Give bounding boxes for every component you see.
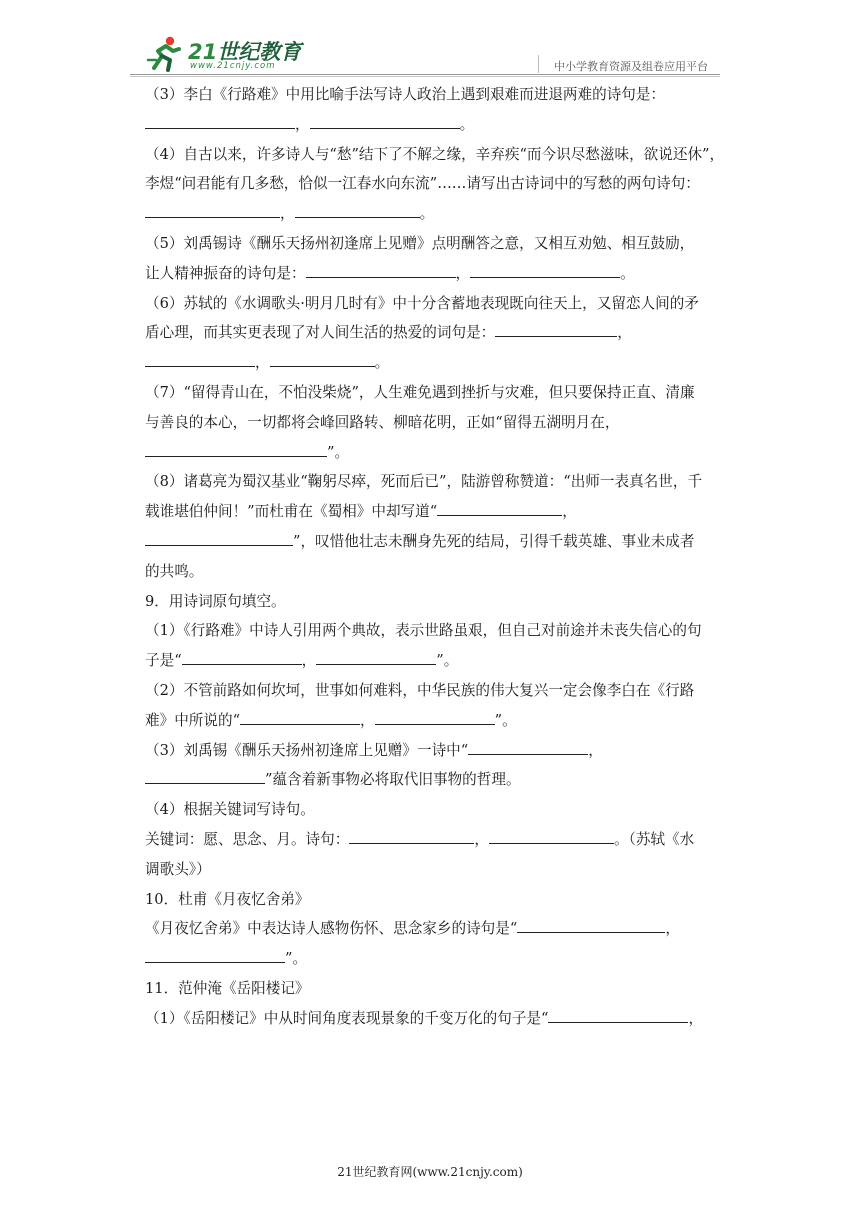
answer-blank[interactable] (145, 530, 293, 546)
answer-blank[interactable] (240, 709, 360, 725)
answer-blank[interactable] (316, 649, 436, 665)
punctuation: ”。 (285, 950, 308, 968)
line-text: （6）苏轼的《水调歌头·明月几时有》中十分含蓄地表现既向往天上，又留恋人间的矛 (145, 294, 699, 312)
text-line (145, 736, 725, 766)
line-text: （7）“留得青山在，不怕没柴烧”，人生难免遇到挫折与灾难，但只要保持正直、清廉 (145, 383, 695, 401)
text-line (145, 795, 725, 825)
question-heading (145, 974, 725, 1004)
line-text: （2）不管前路如何坎坷，世事如何难料，中华民族的伟大复兴一定会像李白在《行路 (145, 681, 695, 699)
punctuation: ”，叹惜他壮志未酬身先死的结局，引得千载英雄、事业未成者 (293, 532, 695, 550)
text-line (145, 646, 725, 676)
text-line (145, 229, 725, 259)
line-text: 子是“ (145, 652, 182, 670)
punctuation: ， (474, 830, 489, 848)
platform-label: 中小学教育资源及组卷应用平台 (554, 60, 708, 73)
punctuation: ， (295, 115, 310, 133)
answer-blank[interactable] (470, 262, 620, 278)
answer-blank[interactable] (489, 828, 614, 844)
answer-blank[interactable] (270, 351, 375, 367)
line-text: （3）刘禹锡《酬乐天扬州初逢席上见赠》一诗中“ (145, 741, 469, 759)
answer-blank[interactable] (295, 202, 420, 218)
answer-blank[interactable] (517, 917, 665, 933)
line-text: 调歌头》） (145, 860, 211, 878)
text-line (145, 914, 725, 944)
answer-blank[interactable] (548, 1007, 688, 1023)
text-line (145, 1004, 725, 1034)
line-text: 让人精神振奋的诗句是： (145, 264, 306, 282)
header-divider (538, 55, 539, 73)
punctuation: ， (280, 205, 295, 223)
text-line (145, 289, 725, 319)
text-line (145, 855, 725, 885)
line-text: 的共鸣。 (145, 562, 204, 580)
text-line (145, 497, 725, 527)
text-line (145, 616, 725, 646)
punctuation: ， (301, 652, 317, 670)
text-line (145, 527, 725, 557)
punctuation: 。（苏轼《水 (613, 830, 695, 848)
text-line (145, 348, 725, 378)
worksheet-body (145, 80, 725, 1034)
logo-url: www.21cnjy.com (190, 61, 276, 71)
punctuation: ， (255, 354, 270, 372)
punctuation: 。 (459, 115, 475, 133)
line-text: 李煜“问君能有几多愁，恰似一江春水向东流”……请写出古诗词中的写愁的两句诗句： (145, 175, 700, 193)
punctuation: ， (588, 741, 603, 759)
answer-blank[interactable] (145, 441, 327, 457)
text-line (145, 438, 725, 468)
line-text: 盾心理，而其实更表现了对人间生活的热爱的词句是： (145, 324, 496, 342)
punctuation: ， (455, 264, 471, 282)
answer-blank[interactable] (306, 262, 456, 278)
line-text: 载谁堪伯仲间！”而杜甫在《蜀相》中却写道“ (145, 503, 438, 521)
line-text: （1）《行路难》中诗人引用两个典故，表示世路虽艰，但自己对前途并未丧失信心的句 (145, 622, 702, 640)
answer-blank[interactable] (145, 768, 265, 784)
line-text: （4）根据关键词写诗句。 (145, 801, 315, 819)
line-text: （3）李白《行路难》中用比喻手法写诗人政治上遇到艰难而进退两难的诗句是： (145, 86, 666, 103)
line-text: （1）《岳阳楼记》中从时间角度表现景象的千变万化的句子是“ (145, 1009, 549, 1027)
runner-logo-icon (146, 34, 186, 74)
answer-blank[interactable] (495, 321, 617, 337)
line-text: 10．杜甫《月夜忆舍弟》 (145, 890, 310, 908)
text-line (145, 825, 725, 855)
punctuation: ， (360, 711, 375, 729)
text-line (145, 676, 725, 706)
punctuation: ， (617, 324, 632, 342)
site-logo[interactable] (146, 34, 302, 76)
page-header (0, 0, 860, 80)
answer-blank[interactable] (145, 113, 295, 129)
answer-blank[interactable] (437, 500, 562, 516)
answer-blank[interactable] (468, 739, 588, 755)
line-text: （8）诸葛亮为蜀汉基业“鞠躬尽瘁，死而后已”，陆游曾称赞道：“出师一表真名世，千 (145, 473, 703, 491)
text-line (145, 80, 725, 110)
question-heading (145, 885, 725, 915)
logo-wordmark: 21世纪教育 (188, 40, 302, 64)
answer-blank[interactable] (182, 649, 302, 665)
answer-blank[interactable] (145, 947, 285, 963)
text-line (145, 557, 725, 587)
answer-blank[interactable] (375, 709, 495, 725)
header-rule-secondary (130, 76, 720, 77)
page-footer: 21世纪教育网(www.21cnjy.com) (337, 1165, 523, 1179)
line-text: 与善良的本心，一切都将会峰回路转、柳暗花明，正如“留得五湖明月在， (145, 413, 620, 431)
line-text: 难》中所说的“ (145, 711, 241, 729)
text-line (145, 169, 725, 199)
punctuation: ， (665, 920, 680, 938)
answer-blank[interactable] (145, 202, 280, 218)
text-line (145, 140, 725, 170)
line-text: 11．范仲淹《岳阳楼记》 (145, 979, 310, 997)
text-line (145, 378, 725, 408)
punctuation: ”蕴含着新事物必将取代旧事物的哲理。 (265, 771, 521, 789)
question-heading (145, 587, 725, 617)
line-text: 关键词：愿、思念、月。诗句： (145, 830, 350, 848)
punctuation: 。 (620, 264, 635, 282)
answer-blank[interactable] (349, 828, 474, 844)
line-text: 《月夜忆舍弟》中表达诗人感物伤怀、思念家乡的诗句是“ (145, 920, 518, 938)
header-rule (130, 74, 720, 75)
text-line (145, 706, 725, 736)
punctuation: ”。 (494, 711, 517, 729)
answer-blank[interactable] (145, 351, 255, 367)
line-text: （4）自古以来，许多诗人与“愁”结下了不解之缘，辛弃疾“而今识尽愁滋味，欲说还休”， (145, 145, 725, 163)
punctuation: ”。 (327, 443, 350, 461)
text-line (145, 110, 725, 140)
punctuation: 。 (374, 354, 390, 372)
text-line (145, 467, 725, 497)
punctuation: ， (688, 1009, 704, 1027)
punctuation: ， (562, 503, 577, 521)
text-line (145, 408, 725, 438)
text-line (145, 765, 725, 795)
punctuation: 。 (419, 205, 435, 223)
punctuation: ”。 (436, 652, 459, 670)
answer-blank[interactable] (310, 113, 460, 129)
text-line (145, 944, 725, 974)
line-text: （5）刘禹锡诗《酬乐天扬州初逢席上见赠》点明酬答之意，又相互劝勉、相互鼓励， (145, 234, 695, 252)
text-line (145, 199, 725, 229)
text-line (145, 259, 725, 289)
line-text: 9．用诗词原句填空。 (145, 592, 286, 610)
text-line (145, 318, 725, 348)
